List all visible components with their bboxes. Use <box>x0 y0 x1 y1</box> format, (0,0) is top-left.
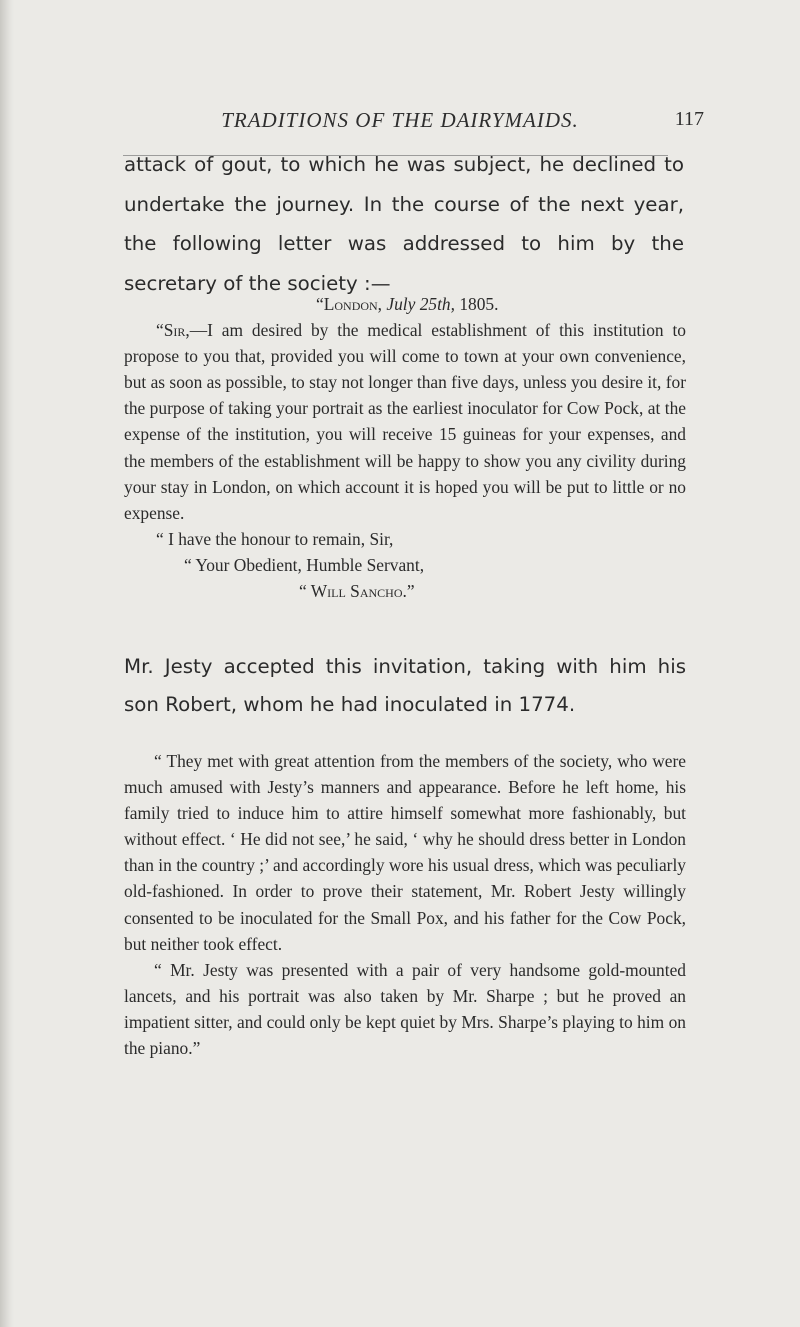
letter-closing-2: “ Your Obedient, Humble Servant, <box>184 554 425 575</box>
dateline-date: July 25th, <box>382 294 455 314</box>
mid-paragraph: Mr. Jesty accepted this invitation, taking with him his son Robert, whom he had inoculated in 1774. <box>124 655 686 716</box>
letter-body <box>124 317 686 526</box>
quote-paragraph-2: “ Mr. Jesty was presented with a pair of very handsome gold-mounted lancets, and his portrait was also taken by Mr. Sharpe ; but he proved an impatient sitter, and could only be kept quiet by Mrs. Sharpe’s playing to him on the piano.” <box>124 959 686 1059</box>
letter-block <box>124 291 686 604</box>
letter-closing-1: “ I have the honour to remain, Sir, <box>156 528 394 549</box>
quote-block <box>124 748 686 1061</box>
letter-dateline <box>124 291 686 317</box>
lead-paragraph: attack of gout, to which he was subject, he declined to undertake the journey. In the course of the next year, the following letter was addressed to him by the secretary of the society :— <box>124 153 684 295</box>
running-title: TRADITIONS OF THE DAIRYMAIDS. <box>221 108 579 132</box>
dateline-year: 1805. <box>454 294 499 314</box>
quote-paragraph-1: “ They met with great attention from the members of the society, who were much amused with Jesty’s manners and appearance. Before he left home, his family tried to induce him to attire himself somewhat more fashionably, but without effect. ‘ He did not see,’ he said, ‘ why he should dress better in London than in the country ;’ and accordingly wore his usual dress, which was peculiarly old-fashioned. In order to prove their statement, Mr. Robert Jesty willingly consented to be inoculated for the Small Pox, and his father for the Cow Pock, but neither took effect. <box>124 751 686 954</box>
letter-salutation: Sir, <box>163 320 190 341</box>
page-number: 117 <box>674 108 704 130</box>
page-header <box>0 108 800 138</box>
dateline-open-quote: “ <box>316 294 324 314</box>
dateline-place: London, <box>323 294 383 314</box>
letter-signature: “ Will Sancho.” <box>299 581 415 602</box>
letter-body-text: —I am desired by the medical establishment of this institution to propose to you that, provided you will come to town at your own convenience, but as soon as possible, to stay not longer than five days, unless you desire it, for the purpose of taking your portrait as the earliest inoculator for Cow Pock, at the expense of the institution, you will receive 15 guineas for your expenses, and the members of the establishment will be happy to show you any civility during your stay in London, on which account it is hoped you will be put to little or no expense. <box>124 320 686 523</box>
letter-open-quote: “ <box>156 320 164 341</box>
